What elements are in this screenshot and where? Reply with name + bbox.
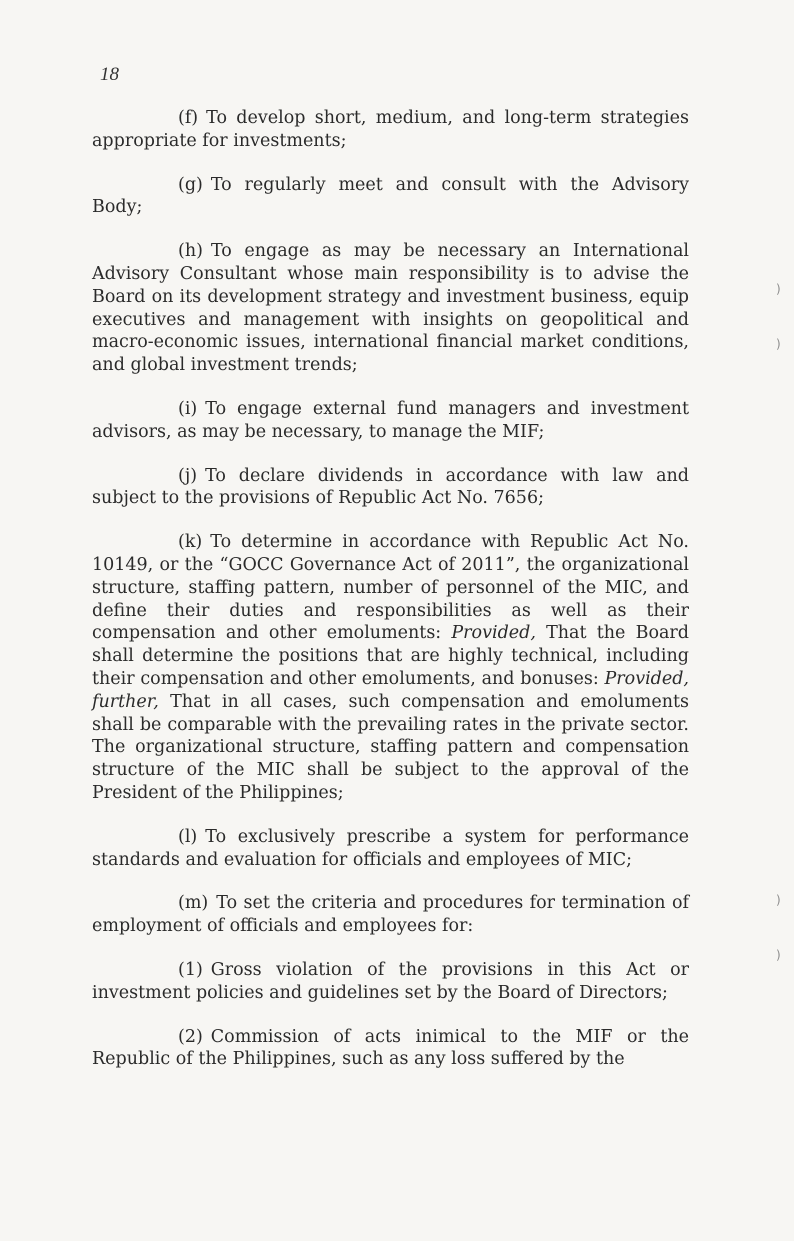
paragraph-k	[92, 531, 689, 805]
item-label: (2)	[178, 1026, 203, 1047]
paragraph-1	[92, 959, 689, 1005]
paragraph-i	[92, 398, 689, 444]
paragraph-text: To engage as may be necessary an International Advisory Consultant whose main responsibility is to advise the Board on its development strategy and investment business, equip executives and management with insights on geopolitical and macro-economic issues, international financial market conditions, and global investment trends;	[92, 241, 689, 376]
binding-hole-mark: )	[776, 893, 781, 907]
binding-hole-mark: )	[776, 948, 781, 962]
paragraph-2	[92, 1026, 689, 1072]
paragraph-text: To engage external fund managers and investment advisors, as may be necessary, to manage the MIF;	[92, 398, 689, 442]
binding-hole-mark: )	[776, 337, 781, 351]
paragraph-text: Gross violation of the provisions in this Act or investment policies and guidelines set by the Board of Directors;	[92, 959, 689, 1003]
item-label: (i)	[178, 398, 198, 419]
paragraph-h	[92, 240, 689, 377]
proviso-emphasis: Provided, further,	[92, 668, 689, 712]
paragraph-text: That the Board shall determine the positions that are highly technical, including their compensation and other emoluments, and bonuses:	[92, 623, 689, 689]
paragraph-g	[92, 174, 689, 220]
paragraph-j	[92, 465, 689, 511]
item-label: (j)	[178, 465, 198, 486]
paragraph-text: To develop short, medium, and long-term strategies appropriate for investments;	[92, 108, 689, 151]
paragraph-text: Commission of acts inimical to the MIF or the Republic of the Philippines, such as any loss suffered by the	[92, 1026, 689, 1070]
paragraph-m	[92, 892, 689, 938]
paragraph-text: That in all cases, such compensation and emoluments shall be comparable with the prevailing rates in the private sector. The organizational structure, staffing pattern and compensation structure of the MIC shall be subject to the approval of the President of the Philippines;	[92, 691, 689, 803]
document-body	[92, 107, 689, 1092]
paragraph-text: To declare dividends in accordance with law and subject to the provisions of Republic Act No. 7656;	[92, 465, 689, 509]
page-number: 18	[100, 64, 119, 85]
proviso-emphasis: Provided,	[451, 623, 536, 644]
item-label: (f)	[178, 108, 199, 128]
item-label: (l)	[178, 826, 198, 847]
item-label: (1)	[178, 959, 203, 980]
item-label: (m)	[178, 893, 209, 914]
paragraph-l	[92, 826, 689, 872]
paragraph-text: To regularly meet and consult with the Advisory Body;	[92, 174, 689, 218]
paragraph-text: To exclusively prescribe a system for performance standards and evaluation for officials and employees of MIC;	[92, 826, 689, 870]
binding-hole-mark: )	[776, 282, 781, 296]
paragraph-f	[92, 107, 689, 153]
item-label: (h)	[178, 241, 203, 262]
paragraph-text: To set the criteria and procedures for termination of employment of officials and employees for:	[92, 893, 689, 937]
paragraph-text: To determine in accordance with Republic Act No. 10149, or the “GOCC Governance Act of 2011”, the organizational structure, staffing pattern, number of personnel of the MIC, and define their duties and responsibilities as well as their compensation and other emoluments:	[92, 532, 689, 644]
item-label: (g)	[178, 174, 203, 195]
item-label: (k)	[178, 532, 203, 553]
